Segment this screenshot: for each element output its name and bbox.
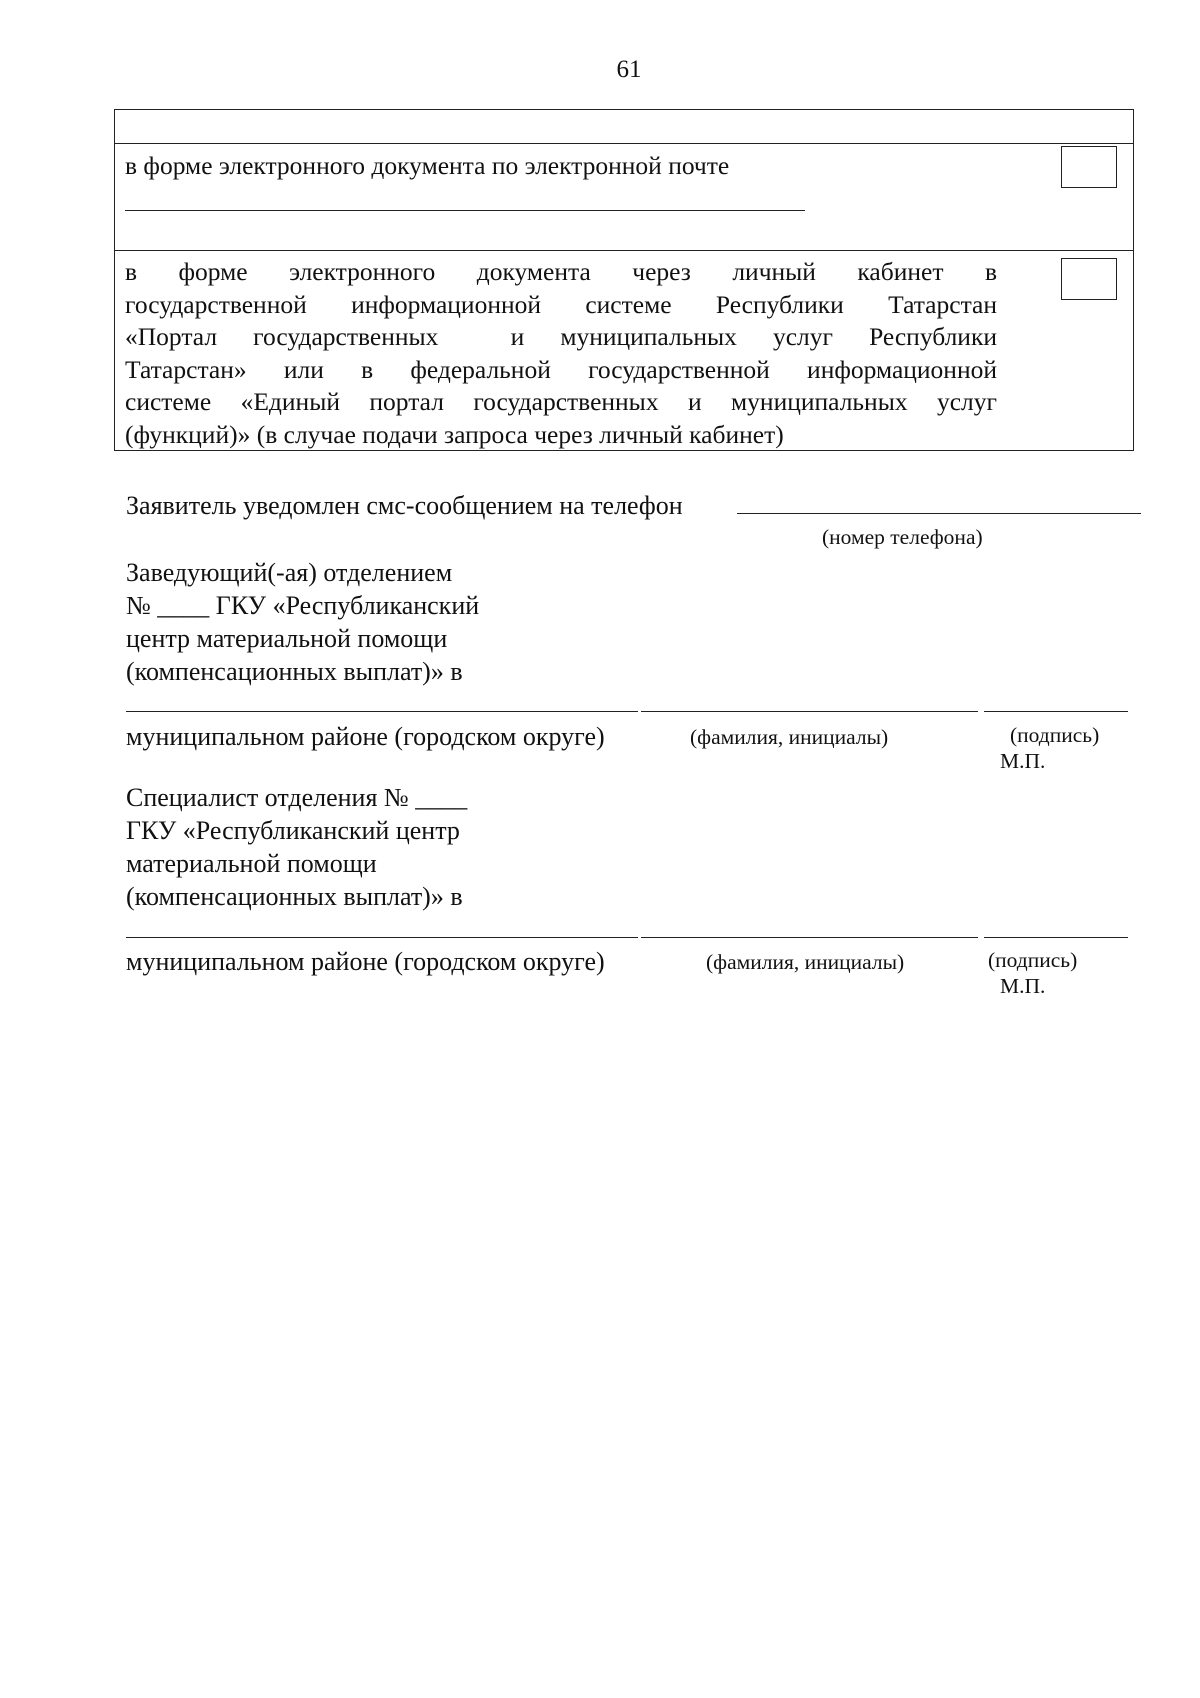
email-address-line[interactable]	[125, 210, 805, 211]
head-title-line: (компенсационных выплат)» в	[126, 657, 463, 686]
cabinet-option-label	[125, 256, 997, 451]
cabinet-option-line: «Портал государственных и муниципальных услуг Республики	[125, 322, 997, 351]
email-option-label: в форме электронного документа по электронной почте	[125, 151, 730, 180]
email-option-checkbox[interactable]	[1061, 146, 1117, 188]
head-signature-line[interactable]	[984, 711, 1128, 712]
specialist-signature-line[interactable]	[984, 937, 1128, 938]
specialist-title-line: ГКУ «Республиканский центр	[126, 816, 460, 845]
head-stamp-label: М.П.	[1000, 749, 1046, 773]
specialist-district-label: муниципальном районе (городском округе)	[126, 947, 605, 976]
head-name-caption: (фамилия, инициалы)	[690, 725, 889, 749]
head-name-line[interactable]	[641, 711, 978, 712]
cabinet-option-line: (функций)» (в случае подачи запроса через личный кабинет)	[125, 419, 784, 449]
cabinet-option-checkbox[interactable]	[1061, 258, 1117, 300]
table-divider	[115, 250, 1133, 251]
phone-number-line[interactable]	[737, 513, 1141, 514]
specialist-stamp-label: М.П.	[1000, 974, 1046, 998]
cabinet-option-line: в форме электронного документа через личный кабинет в	[125, 257, 997, 286]
head-district-label: муниципальном районе (городском округе)	[126, 722, 605, 751]
head-title-line: Заведующий(-ая) отделением	[126, 558, 453, 587]
specialist-name-line[interactable]	[641, 937, 978, 938]
specialist-name-caption: (фамилия, инициалы)	[706, 950, 905, 974]
cabinet-option-line: государственной информационной системе Республики Татарстан	[125, 289, 997, 319]
cabinet-option-line: Татарстан» или в федеральной государственной информационной	[125, 354, 997, 384]
specialist-district-line[interactable]	[126, 937, 638, 938]
phone-number-caption: (номер телефона)	[822, 525, 983, 549]
table-divider	[115, 143, 1133, 144]
specialist-title-line: (компенсационных выплат)» в	[126, 882, 463, 911]
specialist-title-line: Специалист отделения № ____	[126, 783, 468, 812]
page-number: 61	[616, 56, 642, 83]
head-title-line: № ____ ГКУ «Республиканский	[126, 591, 480, 620]
cabinet-option-line: системе «Единый портал государственных и муниципальных услуг	[125, 387, 997, 416]
sms-notice-text: Заявитель уведомлен смс-сообщением на телефон	[126, 491, 683, 520]
head-title	[126, 556, 479, 688]
specialist-title	[126, 781, 467, 913]
head-title-line: центр материальной помощи	[126, 624, 448, 653]
specialist-signature-caption: (подпись)	[988, 948, 1078, 972]
head-district-line[interactable]	[126, 711, 638, 712]
specialist-title-line: материальной помощи	[126, 849, 377, 878]
head-signature-caption: (подпись)	[1010, 723, 1100, 747]
delivery-options-table	[114, 109, 1134, 451]
